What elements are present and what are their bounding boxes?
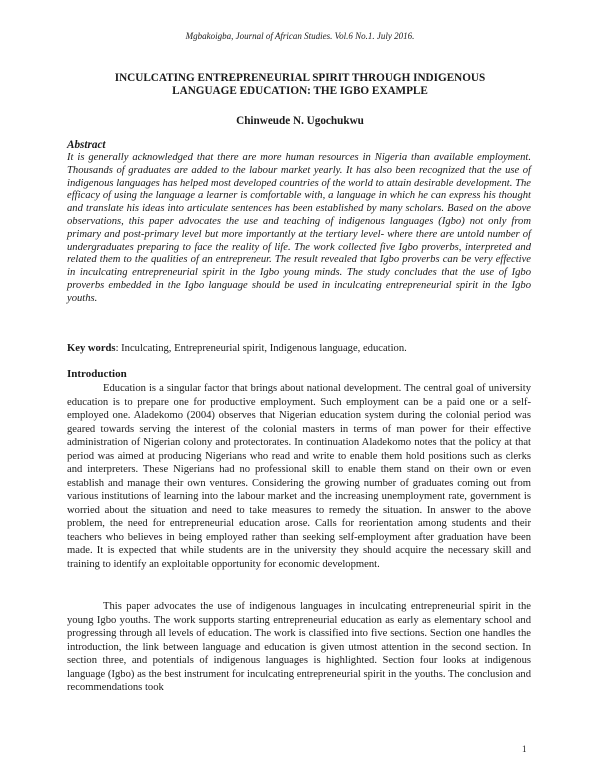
- author-name: Chinweude N. Ugochukwu: [236, 115, 364, 127]
- introduction-heading: Introduction: [67, 368, 127, 380]
- abstract-text: It is generally acknowledged that there are more human resources in Nigeria than available employment. Thousands of graduates are added to the labour market yearly. It has also been recognized that the use of indigenous languages has helped most developed countries of the world to attain desirable development. The efficacy of using the language a learner is comfortable with, a language in which he can express his thought and translate his ideas into articulate sentences has been established by many scholars. Based on the above observations, this paper advocates the use and teaching of indigenous languages (Igbo) not only from primary and post-primary level but more importantly at the tertiary level- where there are untold number of undergraduates preparing to face the reality of life. The work collected five Igbo proverbs, interpreted and related them to the qualities of an entrepreneur. The result revealed that Igbo proverbs can be very effective in inculcating entrepreneurial spirit in the Igbo young minds. The study concludes that the use of Igbo proverbs embedded in the Igbo language should be used in inculcating entrepreneurial spirit in the Igbo youths.: [67, 152, 531, 304]
- title-line-1: INCULCATING ENTREPRENEURIAL SPIRIT THROUGH INDIGENOUS: [114, 72, 486, 84]
- title-line-2: LANGUAGE EDUCATION: THE IGBO EXAMPLE: [172, 85, 428, 97]
- running-header: Mgbakoigba, Journal of African Studies. Vol.6 No.1. July 2016.: [185, 31, 415, 41]
- keywords-text: : Inculcating, Entrepreneurial spirit, Indigenous language, education.: [115, 343, 407, 354]
- keywords: [67, 342, 537, 355]
- abstract-heading: Abstract: [67, 139, 106, 151]
- article-title: [60, 72, 540, 98]
- introduction-paragraph-1: Education is a singular factor that brings about national development. The central goal of university education is to prepare one for productive employment. Such employment can be a paid one or a self-employed one. Aladekomo (2004) observes that Nigerian education system during the colonial period was geared towards serving the interest of the colonial masters in terms of man power for their effective administration of Nigerian colony and protectorates. In continuation Aladekomo notes that the policy at that period was aimed at producing Nigerians who read and write to enable them hold positions such as clerks and interpreters. These Nigerians had no professional skill to enable them stand on their own or even establish and manage their own ventures. Considering the growing number of graduates coming out from various institutions of learning into the labour market and the increasing unemployment rate, government is worried about the situation and need to take measures to remedy the situation. In answer to the above problem, the need for entrepreneurial education arose. Calls for reorientation among students and their teachers who believes in being employed rather than seeking self-employment after graduation have been made. It is expected that while students are in the university they should acquire the necessary skill and training to identify an exploitable opportunity for economic development.: [67, 383, 531, 570]
- introduction-paragraph-2: This paper advocates the use of indigenous languages in inculcating entrepreneurial spirit in the young Igbo youths. The work supports starting entrepreneurial education as early as elementary school and progressing through all levels of education. The work is classified into five sections. Section one handles the introduction, the link between language and education is given utmost attention in the second section. In section three, and potentials of indigenous languages is highlighted. Section four looks at indigenous language (Igbo) as the best instrument for inculcating entrepreneurial spirit in the youths. The conclusion and recommendations took: [67, 601, 531, 693]
- page-number: 1: [522, 744, 527, 754]
- keywords-label: Key words: [67, 343, 116, 354]
